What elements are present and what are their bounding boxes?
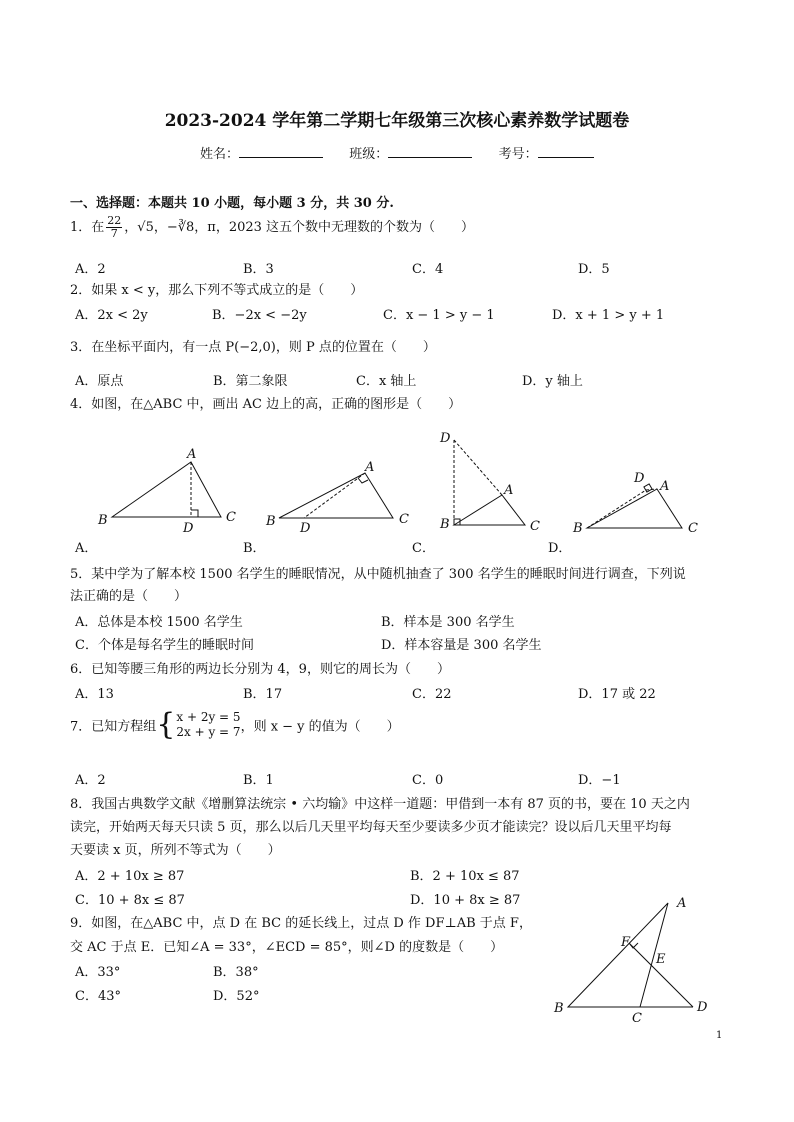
q7-option-a[interactable]: A．2 xyxy=(75,773,106,788)
q1-option-c[interactable]: C．4 xyxy=(412,262,444,277)
label-d: D xyxy=(300,521,311,536)
label-a: A xyxy=(660,479,670,494)
label-a: A xyxy=(504,483,514,498)
label-c: C xyxy=(688,521,698,536)
q7-suffix: ，则 x − y 的值为（ ） xyxy=(240,719,400,735)
question-3: 3．在坐标平面内，有一点 P(−2,0)，则 P 点的位置在（ ） xyxy=(70,340,436,355)
label-b: B xyxy=(440,517,450,532)
q9-option-c[interactable]: C．43° xyxy=(75,989,121,1004)
label-d: D xyxy=(183,521,194,536)
fraction-denominator: 7 xyxy=(110,227,118,240)
label-b: B xyxy=(266,514,276,529)
label-e: E xyxy=(656,952,666,967)
label-d: D xyxy=(697,1000,708,1015)
label-f: F xyxy=(621,935,631,950)
equation-1: x + 2y = 5 xyxy=(176,710,241,724)
q3-option-b[interactable]: B．第二象限 xyxy=(213,374,288,389)
fraction-numerator: 22 xyxy=(107,214,122,227)
q6-option-c[interactable]: C．22 xyxy=(412,687,452,702)
q9-figure xyxy=(545,890,725,1030)
name-blank[interactable] xyxy=(239,145,323,158)
q4-figure-c xyxy=(439,431,540,534)
question-9-line-2: 交 AC 于点 E．已知∠A = 33°，∠ECD = 85°，则∠D 的度数是（ ） xyxy=(70,940,504,955)
question-9-line-1: 9．如图，在△ABC 中，点 D 在 BC 的延长线上，过点 D 作 DF⊥AB 于点 F， xyxy=(70,916,532,931)
q4-figures xyxy=(60,428,710,543)
q2-option-b[interactable]: B．−2x < −2y xyxy=(212,308,307,323)
q4-option-d[interactable]: D． xyxy=(548,541,572,556)
label-a: A xyxy=(187,447,197,462)
label-b: B xyxy=(554,1001,564,1016)
student-info-line xyxy=(200,143,594,162)
q4-figure-d xyxy=(572,471,698,536)
equation-2: 2x + y = 7 xyxy=(176,725,241,739)
q3-option-c[interactable]: C．x 轴上 xyxy=(356,374,417,389)
question-6: 6．已知等腰三角形的两边长分别为 4，9，则它的周长为（ ） xyxy=(70,662,450,677)
label-b: B xyxy=(98,513,108,528)
question-8-line-2: 读完，开始两天每天只读 5 页，那么以后几天里平均每天至少要读多少页才能读完？设以后几天里平均每 xyxy=(70,820,672,835)
q2-option-a[interactable]: A．2x < 2y xyxy=(75,308,148,323)
question-4: 4．如图，在△ABC 中，画出 AC 边上的高，正确的图形是（ ） xyxy=(70,397,462,412)
q1-option-d[interactable]: D．5 xyxy=(578,262,610,277)
q7-option-c[interactable]: C．0 xyxy=(412,773,444,788)
q1-rest: ，√5，−∛8，π，2023 这五个数中无理数的个数为（ ） xyxy=(124,220,475,235)
label-d: D xyxy=(440,431,451,446)
fraction-22-7 xyxy=(106,215,122,240)
q4-figure-b xyxy=(265,460,409,536)
q6-option-b[interactable]: B．17 xyxy=(243,687,283,702)
q4-figure-a xyxy=(97,447,236,536)
q6-option-d[interactable]: D．17 或 22 xyxy=(578,687,656,702)
label-c: C xyxy=(226,510,236,525)
q9-option-b[interactable]: B．38° xyxy=(213,965,259,980)
q8-option-d[interactable]: D．10 + 8x ≥ 87 xyxy=(410,893,521,908)
q8-option-a[interactable]: A．2 + 10x ≥ 87 xyxy=(75,869,185,884)
question-1 xyxy=(70,215,474,240)
q3-option-d[interactable]: D．y 轴上 xyxy=(522,374,583,389)
question-7 xyxy=(70,707,400,742)
class-label: 班级： xyxy=(349,147,389,162)
equation-system xyxy=(176,710,240,740)
question-2: 2．如果 x < y，那么下列不等式成立的是（ ） xyxy=(70,283,364,298)
q7-prefix: 7．已知方程组 xyxy=(70,719,157,735)
q7-option-d[interactable]: D．−1 xyxy=(578,773,621,788)
q8-option-c[interactable]: C．10 + 8x ≤ 87 xyxy=(75,893,185,908)
q2-option-d[interactable]: D．x + 1 > y + 1 xyxy=(552,308,665,323)
section-heading: 一、选择题：本题共 10 小题，每小题 3 分，共 30 分. xyxy=(70,196,394,211)
question-5-line-1: 5．某中学为了解本校 1500 名学生的睡眠情况，从中随机抽查了 300 名学生的睡眠时间进行调查，下列说 xyxy=(70,567,686,582)
q5-option-b[interactable]: B．样本是 300 名学生 xyxy=(381,615,515,630)
q1-option-a[interactable]: A．2 xyxy=(75,262,106,277)
q1-option-b[interactable]: B．3 xyxy=(243,262,274,277)
brace-symbol: { xyxy=(156,707,176,742)
question-8-line-3: 天要读 x 页，所列不等式为（ ） xyxy=(70,843,281,858)
label-a: A xyxy=(677,896,687,911)
q9-option-d[interactable]: D．52° xyxy=(213,989,260,1004)
q5-option-a[interactable]: A．总体是本校 1500 名学生 xyxy=(75,615,243,630)
q7-option-b[interactable]: B．1 xyxy=(243,773,274,788)
question-8-line-1: 8．我国古典数学文献《增删算法统宗 • 六均输》中这样一道题：甲借到一本有 87 页的书，要在 10 天之内 xyxy=(70,797,690,812)
name-label: 姓名： xyxy=(200,147,240,162)
q1-prefix: 1．在 xyxy=(70,220,105,235)
q5-option-d[interactable]: D．样本容量是 300 名学生 xyxy=(381,638,542,653)
q6-option-a[interactable]: A．13 xyxy=(75,687,114,702)
q4-option-c[interactable]: C． xyxy=(412,541,435,556)
exam-no-blank[interactable] xyxy=(538,145,594,158)
page-number: 1 xyxy=(716,1030,723,1041)
label-c: C xyxy=(530,519,540,534)
q4-option-a[interactable]: A． xyxy=(75,541,98,556)
question-5-line-2: 法正确的是（ ） xyxy=(70,589,188,604)
label-c: C xyxy=(399,512,409,527)
q3-option-a[interactable]: A．原点 xyxy=(75,374,124,389)
class-blank[interactable] xyxy=(388,145,472,158)
label-d: D xyxy=(634,471,645,486)
exam-no-label: 考号： xyxy=(498,147,538,162)
label-b: B xyxy=(573,521,583,536)
q5-option-c[interactable]: C．个体是每名学生的睡眠时间 xyxy=(75,638,254,653)
page-title: 2023-2024 学年第二学期七年级第三次核心素养数学试题卷 xyxy=(164,111,630,131)
label-c: C xyxy=(632,1011,642,1026)
q4-option-b[interactable]: B． xyxy=(243,541,266,556)
q2-option-c[interactable]: C．x − 1 > y − 1 xyxy=(383,308,495,323)
q9-option-a[interactable]: A．33° xyxy=(75,965,121,980)
label-a: A xyxy=(365,460,375,475)
q8-option-b[interactable]: B．2 + 10x ≤ 87 xyxy=(410,869,520,884)
